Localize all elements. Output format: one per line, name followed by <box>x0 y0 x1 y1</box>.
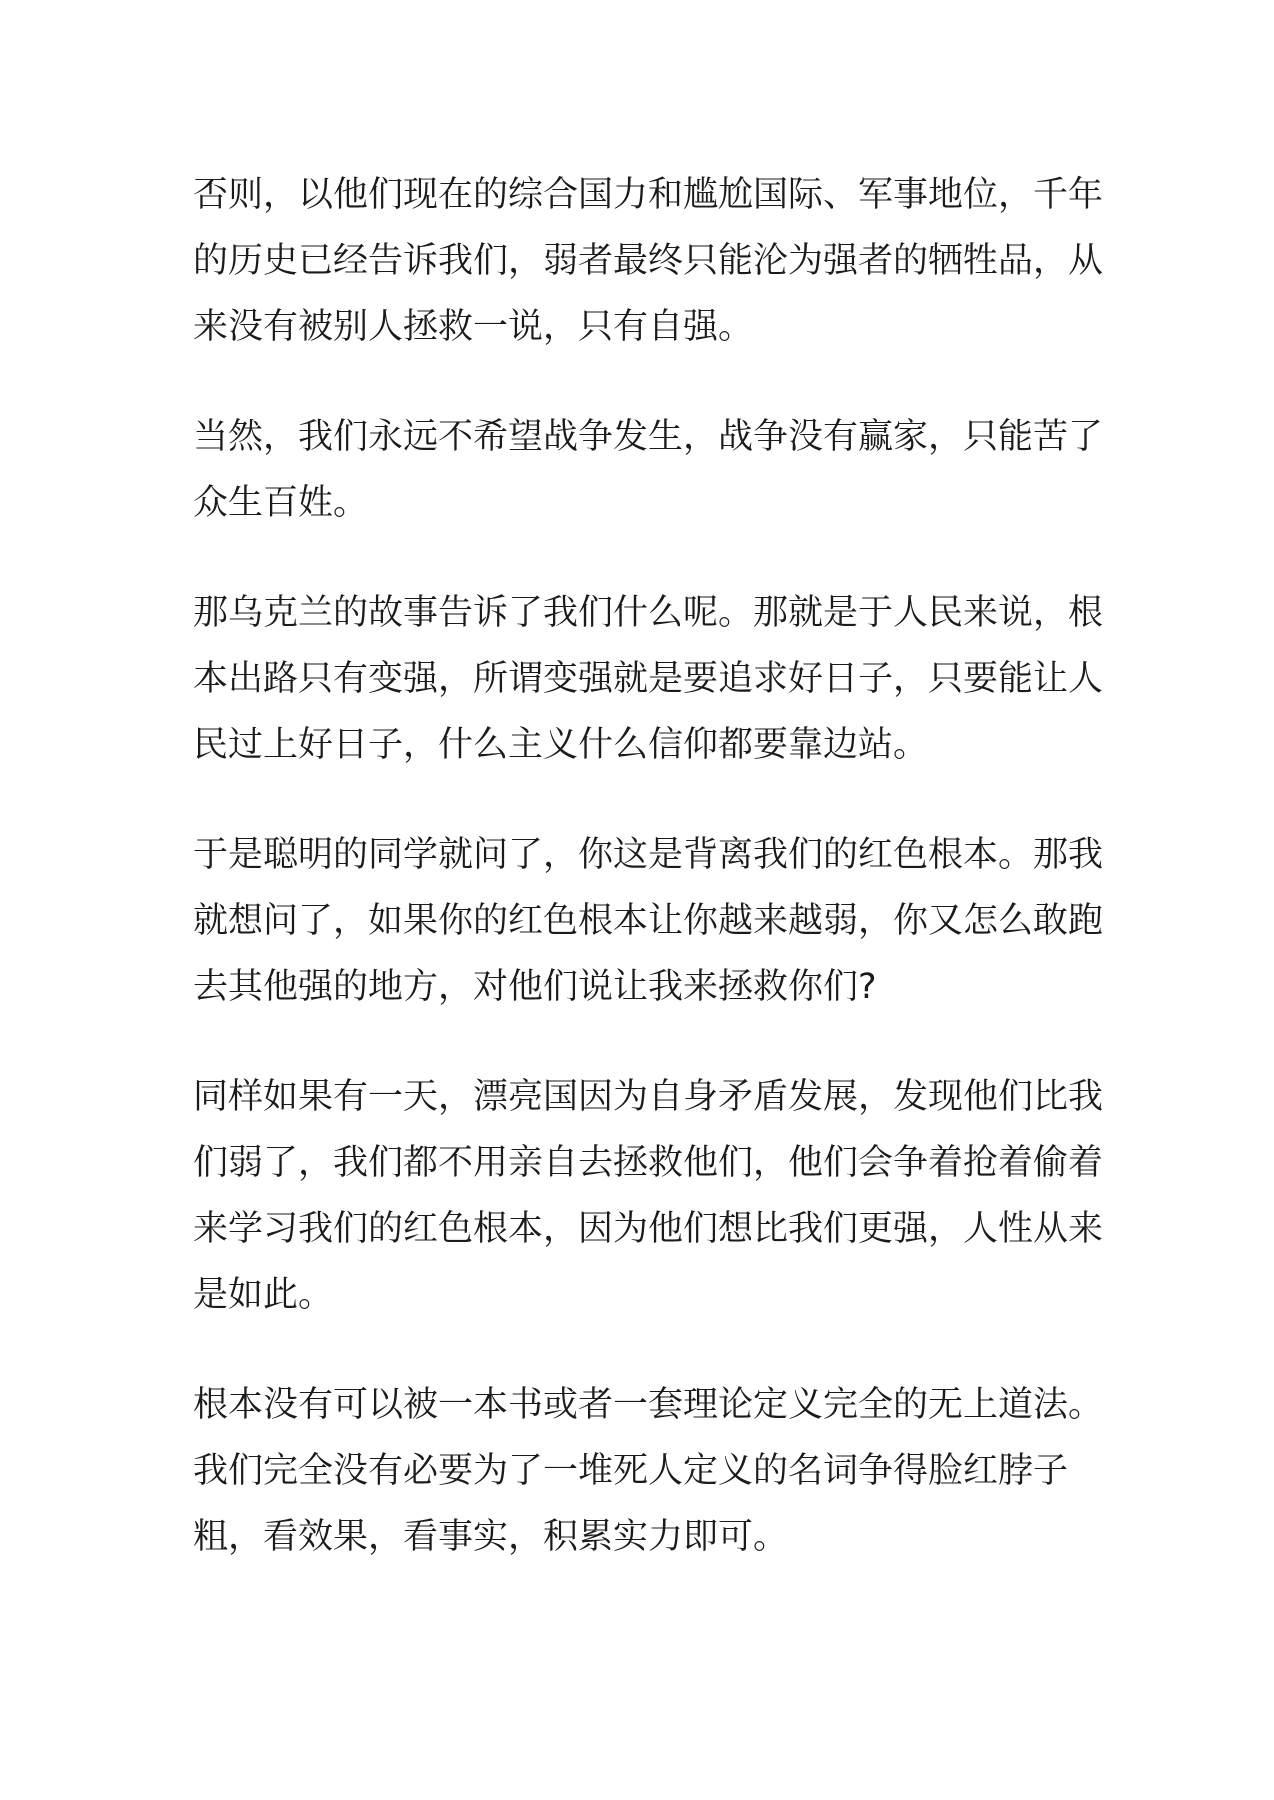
paragraph-line: 的历史已经告诉我们，弱者最终只能沦为强者的牺牲品，从 <box>193 241 1104 281</box>
paragraph-line: 民过上好日子，什么主义什么信仰都要靠边站。 <box>193 725 929 765</box>
paragraph-3 <box>193 580 1104 778</box>
paragraph-line: 众生百姓。 <box>193 483 369 523</box>
paragraph-line: 是如此。 <box>193 1275 334 1315</box>
paragraph-1 <box>193 162 1104 360</box>
paragraph-line: 那乌克兰的故事告诉了我们什么呢。那就是于人民来说，根 <box>193 593 1104 633</box>
paragraph-line: 来学习我们的红色根本，因为他们想比我们更强，人性从来 <box>193 1209 1104 1249</box>
paragraph-line: 粗，看效果，看事实，积累实力即可。 <box>193 1517 789 1557</box>
paragraph-line: 当然，我们永远不希望战争发生，战争没有赢家，只能苦了 <box>193 417 1104 457</box>
paragraph-6 <box>193 1372 1104 1570</box>
article-body <box>193 162 1104 1614</box>
paragraph-line: 否则，以他们现在的综合国力和尴尬国际、军事地位，千年 <box>193 175 1104 215</box>
paragraph-4 <box>193 822 1104 1020</box>
paragraph-line: 同样如果有一天，漂亮国因为自身矛盾发展，发现他们比我 <box>193 1077 1104 1117</box>
paragraph-line: 根本没有可以被一本书或者一套理论定义完全的无上道法。 <box>193 1385 1104 1425</box>
paragraph-line: 们弱了，我们都不用亲自去拯救他们，他们会争着抢着偷着 <box>193 1143 1104 1183</box>
paragraph-5 <box>193 1064 1104 1328</box>
paragraph-line: 来没有被别人拯救一说，只有自强。 <box>193 307 754 347</box>
paragraph-line: 于是聪明的同学就问了，你这是背离我们的红色根本。那我 <box>193 835 1104 875</box>
paragraph-line: 就想问了，如果你的红色根本让你越来越弱，你又怎么敢跑 <box>193 901 1104 941</box>
paragraph-2 <box>193 404 1104 536</box>
paragraph-line: 本出路只有变强，所谓变强就是要追求好日子，只要能让人 <box>193 659 1104 699</box>
paragraph-line: 去其他强的地方，对他们说让我来拯救你们? <box>193 967 877 1007</box>
paragraph-line: 我们完全没有必要为了一堆死人定义的名词争得脸红脖子 <box>193 1451 1069 1491</box>
